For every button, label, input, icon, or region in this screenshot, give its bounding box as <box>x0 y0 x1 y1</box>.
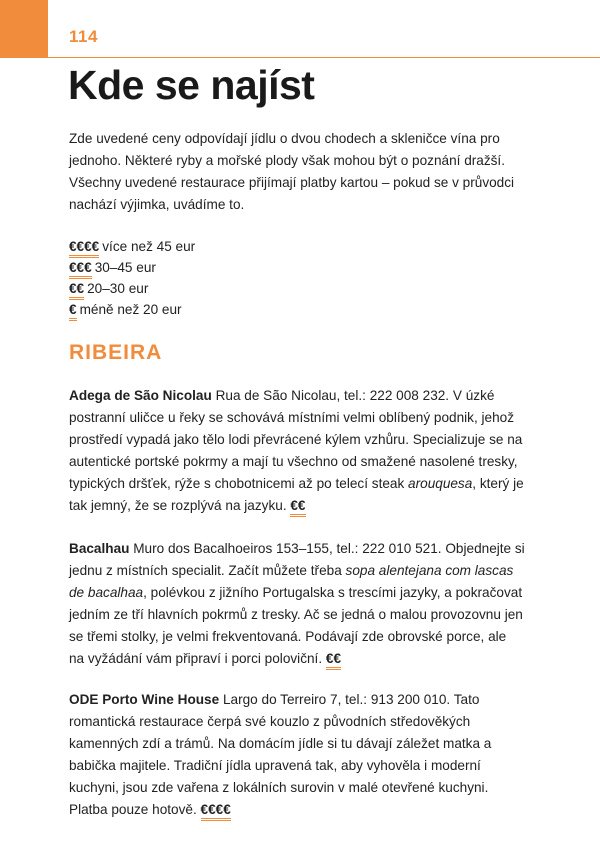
price-badge: €€ <box>290 498 305 517</box>
legend-text: 20–30 eur <box>87 281 149 296</box>
intro-text: Zde uvedené ceny odpovídají jídlu o dvou chodech a skleničce vína pro jednoho. Některé ryby a mořské plody však mohou být o poznání dražší. Všechny uvedené restaurace přijímají platby kartou – pokud se v průvodci nachází výjimka, uvádíme to. <box>69 131 515 212</box>
restaurant-dish: sopa alentejana com lascas de bacalhaa <box>69 563 514 600</box>
header-rule <box>48 57 600 58</box>
restaurant-description-end: , který je tak jemný, že se rozplývá na jazyku. <box>69 476 524 513</box>
restaurant-entry <box>69 385 525 517</box>
legend-row <box>69 236 525 257</box>
section-heading: RIBEIRA <box>69 341 163 364</box>
legend-row <box>69 257 525 278</box>
price-symbol: € <box>69 302 77 321</box>
corner-accent-block <box>0 0 48 58</box>
price-symbol: €€€€ <box>69 239 99 258</box>
page-title: Kde se najíst <box>68 62 315 108</box>
restaurant-description: Muro dos Bacalhoeiros 153–155, tel.: 222 010 521. Objednejte si jednu z místních specialit. Začít můžete třeba <box>69 541 525 578</box>
legend-text: méně než 20 eur <box>79 302 182 317</box>
legend-text: více než 45 eur <box>102 239 196 254</box>
price-badge: €€ <box>326 651 341 670</box>
restaurant-description: Largo do Terreiro 7, tel.: 913 200 010. Tato romantická restaurace čerpá své kouzlo z původních středověkých kamenných zdí a trámů. Na domácím jídle si tu dávají záležet matka a babička majitele. Tradiční jídla upravená tak, aby vyhověla i moderní kuchyni, jsou zde vařena z lokálních surovin v malé otevřené kuchyni. Platba pouze hotově. <box>69 692 492 817</box>
restaurant-entry <box>69 538 525 670</box>
restaurant-description: Rua de São Nicolau, tel.: 222 008 232. V úzké postranní uličce u řeky se schovává místními velmi oblíbený podnik, jehož prostředí vypadá jako tělo lodi převrácené kýlem vzhůru. Specializuje se na autentické portské pokrmy a mají tu všechno od smažené nasolené tresky, typických dršťek, rýže s chobotnicemi až po telecí steak <box>69 388 523 491</box>
restaurant-name: Bacalhau <box>69 541 130 556</box>
legend-row <box>69 299 525 320</box>
restaurant-name: Adega de São Nicolau <box>69 388 212 403</box>
restaurant-name: ODE Porto Wine House <box>69 692 220 707</box>
restaurant-description-end: , polévkou z jižního Portugalska s trescími jazyky, a pokračovat jedním ze tří hlavních pokrmů z tresky. Ač se jedná o malou provozovnu jen se třemi stolky, je velmi frekventovaná. Podávají zde obrovské porce, ale na vyžádání vám připraví i porci poloviční. <box>69 585 523 666</box>
price-symbol: €€€ <box>69 260 92 279</box>
price-legend <box>69 236 525 320</box>
legend-text: 30–45 eur <box>94 260 156 275</box>
legend-row <box>69 278 525 299</box>
page-number: 114 <box>69 27 98 46</box>
price-badge: €€€€ <box>201 802 231 821</box>
restaurant-dish: arouquesa <box>408 476 473 491</box>
restaurant-entry <box>69 689 525 821</box>
intro-paragraph <box>69 128 525 216</box>
price-symbol: €€ <box>69 281 84 300</box>
